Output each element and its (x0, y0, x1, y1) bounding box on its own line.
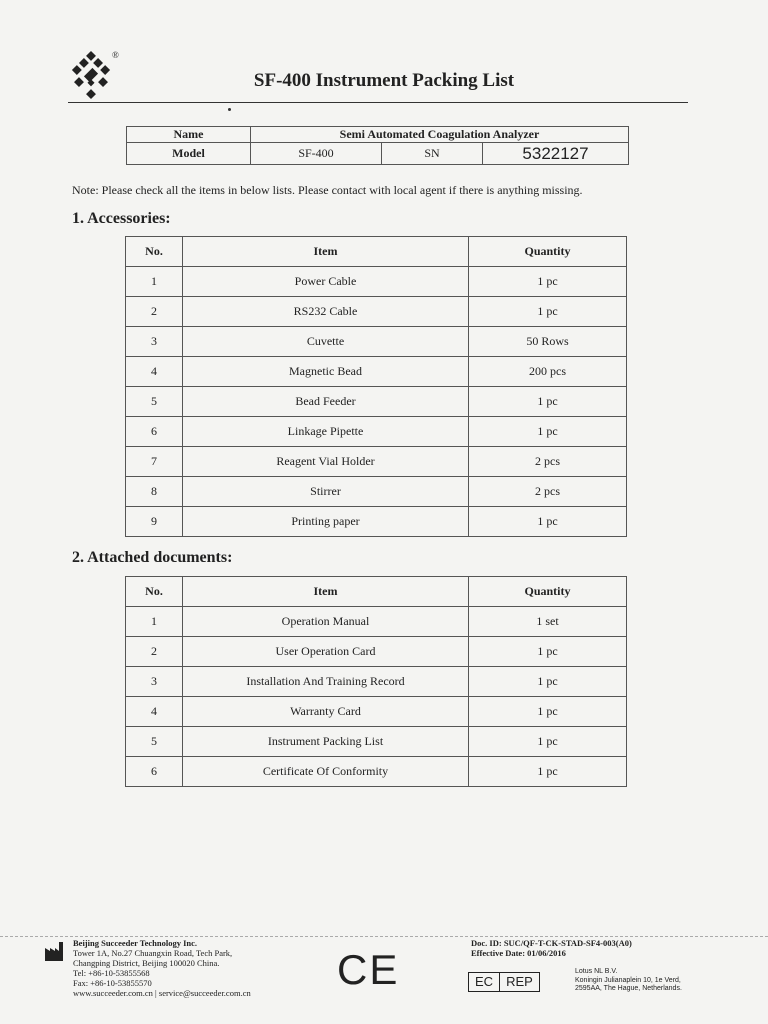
table-row (126, 727, 627, 757)
table-row (126, 267, 627, 297)
scan-speck (228, 108, 231, 111)
table-row (126, 447, 627, 477)
column-header-no: No. (126, 237, 183, 267)
cell-no: 6 (126, 417, 183, 447)
table-row (126, 507, 627, 537)
cell-item: Linkage Pipette (183, 417, 469, 447)
cell-quantity: 50 Rows (469, 327, 627, 357)
cell-quantity: 1 pc (469, 387, 627, 417)
table-row (126, 477, 627, 507)
footer-divider (0, 936, 768, 937)
cell-item: Power Cable (183, 267, 469, 297)
column-header-item: Item (183, 577, 469, 607)
cell-quantity: 2 pcs (469, 447, 627, 477)
cell-no: 7 (126, 447, 183, 477)
sn-label: SN (382, 143, 483, 165)
documents-table (125, 576, 627, 787)
cell-item: Magnetic Bead (183, 357, 469, 387)
model-label: Model (127, 143, 251, 165)
column-header-quantity: Quantity (469, 577, 627, 607)
table-row (126, 327, 627, 357)
cell-no: 5 (126, 387, 183, 417)
document-id-block (471, 938, 632, 958)
accessories-heading: 1. Accessories: (72, 210, 171, 227)
document-id: Doc. ID: SUC/QF-T-CK-STAD-SF4-003(A0) (471, 938, 632, 948)
cell-item: Printing paper (183, 507, 469, 537)
cell-item: Reagent Vial Holder (183, 447, 469, 477)
cell-item: Warranty Card (183, 697, 469, 727)
cell-no: 4 (126, 697, 183, 727)
cell-item: Cuvette (183, 327, 469, 357)
cell-no: 5 (126, 727, 183, 757)
ce-mark-icon: CE (337, 946, 400, 993)
column-header-no: No. (126, 577, 183, 607)
ec-label: EC (475, 974, 494, 989)
product-name-row (127, 127, 629, 143)
table-row (126, 357, 627, 387)
table-row (126, 387, 627, 417)
address-line: Changping District, Beijing 100020 China. (73, 958, 220, 968)
cell-item: Operation Manual (183, 607, 469, 637)
rep-label: REP (499, 973, 539, 991)
cell-quantity: 1 pc (469, 507, 627, 537)
manufacturer-block (73, 938, 251, 998)
page-title: SF-400 Instrument Packing List (253, 70, 515, 91)
ec-rep-symbol (468, 972, 540, 992)
cell-item: Bead Feeder (183, 387, 469, 417)
rep-address-line: 2595AA, The Hague, Netherlands. (575, 985, 682, 992)
sn-value: 5322127 (483, 143, 629, 165)
table-row (126, 697, 627, 727)
note-text: Note: Please check all the items in below lists. Please contact with local agent if there is anything missing. (72, 183, 583, 197)
column-header-item: Item (183, 237, 469, 267)
name-label: Name (127, 127, 251, 143)
table-header-row (126, 577, 627, 607)
phone-number: Tel: +86-10-53855568 (73, 968, 150, 978)
cell-quantity: 1 pc (469, 267, 627, 297)
cell-item: Certificate Of Conformity (183, 757, 469, 787)
column-header-quantity: Quantity (469, 237, 627, 267)
cell-quantity: 1 set (469, 607, 627, 637)
company-name: Beijing Succeeder Technology Inc. (73, 938, 198, 948)
cell-no: 9 (126, 507, 183, 537)
cell-item: Stirrer (183, 477, 469, 507)
cell-quantity: 1 pc (469, 727, 627, 757)
cell-no: 3 (126, 667, 183, 697)
cell-no: 6 (126, 757, 183, 787)
cell-quantity: 1 pc (469, 667, 627, 697)
rep-name: Lotus NL B.V. (575, 968, 618, 975)
table-row (126, 637, 627, 667)
accessories-table (125, 236, 627, 537)
table-row (126, 607, 627, 637)
cell-quantity: 1 pc (469, 697, 627, 727)
rep-address-line: Koningin Julianaplein 10, 1e Verd, (575, 976, 681, 984)
cell-no: 4 (126, 357, 183, 387)
product-info-table (126, 126, 629, 165)
cell-quantity: 1 pc (469, 417, 627, 447)
product-model-row (127, 143, 629, 165)
cell-quantity: 200 pcs (469, 357, 627, 387)
fax-number: Fax: +86-10-53855570 (73, 978, 152, 988)
cell-item: RS232 Cable (183, 297, 469, 327)
cell-no: 3 (126, 327, 183, 357)
table-row (126, 417, 627, 447)
documents-table-body (126, 607, 627, 787)
table-row (126, 297, 627, 327)
address-line: Tower 1A, No.27 Chuangxin Road, Tech Park, (73, 948, 233, 958)
documents-heading: 2. Attached documents: (72, 549, 233, 566)
cell-no: 1 (126, 267, 183, 297)
cell-no: 2 (126, 637, 183, 667)
cell-quantity: 1 pc (469, 637, 627, 667)
table-row (126, 757, 627, 787)
cell-no: 1 (126, 607, 183, 637)
manufacturer-icon (44, 940, 66, 962)
registered-mark: ® (112, 50, 119, 60)
cell-no: 8 (126, 477, 183, 507)
cell-item: Installation And Training Record (183, 667, 469, 697)
cell-item: Instrument Packing List (183, 727, 469, 757)
cell-no: 2 (126, 297, 183, 327)
name-value: Semi Automated Coagulation Analyzer (251, 127, 629, 143)
table-row (126, 667, 627, 697)
cell-quantity: 2 pcs (469, 477, 627, 507)
effective-date: Effective Date: 01/06/2016 (471, 948, 566, 958)
cell-quantity: 1 pc (469, 757, 627, 787)
title-divider (68, 102, 688, 103)
web-contact: www.succeeder.com.cn | service@succeeder.com.cn (73, 988, 251, 998)
accessories-table-body (126, 267, 627, 537)
cell-quantity: 1 pc (469, 297, 627, 327)
model-value: SF-400 (251, 143, 382, 165)
table-header-row (126, 237, 627, 267)
eu-representative (575, 968, 682, 994)
cell-item: User Operation Card (183, 637, 469, 667)
